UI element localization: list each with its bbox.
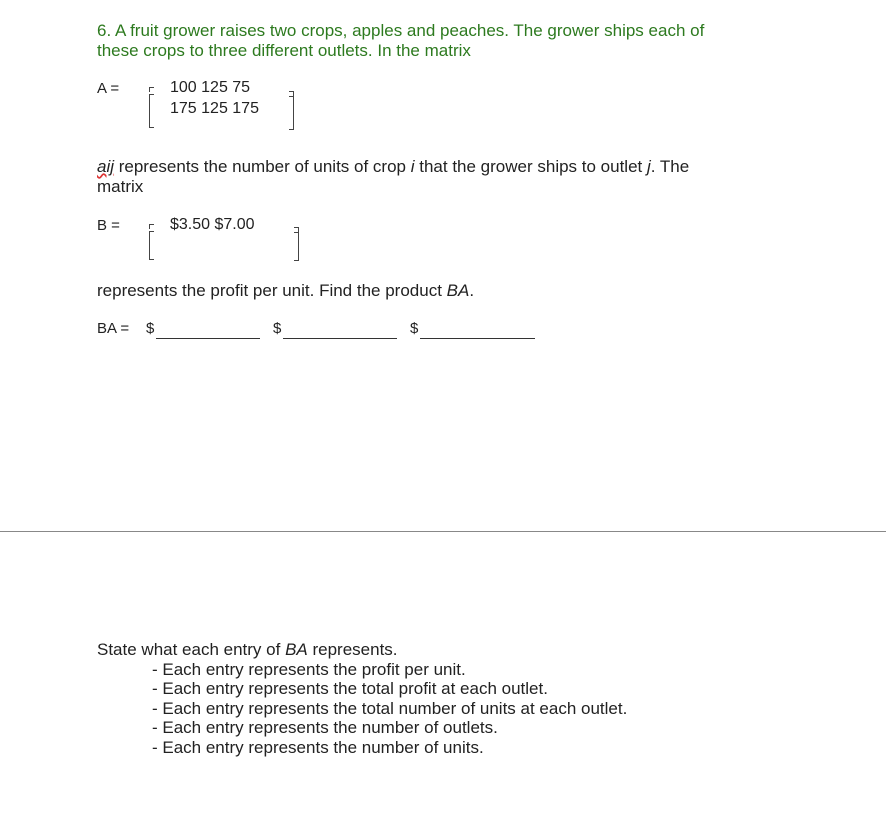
answer-label: BA = bbox=[97, 320, 130, 337]
option-profit-per-unit[interactable]: - Each entry represents the profit per unit. bbox=[152, 660, 466, 679]
aij-text-part2: that the grower ships to outlet bbox=[414, 157, 647, 176]
profit-text-ba: BA bbox=[446, 281, 470, 300]
aij-text-part3: . The bbox=[650, 157, 690, 176]
option-number-of-units[interactable]: - Each entry represents the number of units. bbox=[152, 738, 484, 757]
matrix-b-left-tick bbox=[149, 224, 154, 229]
state-text-part2: represents. bbox=[307, 640, 398, 659]
answer-input-1[interactable] bbox=[156, 337, 260, 339]
matrix-a-right-bracket bbox=[289, 96, 294, 130]
option-number-of-outlets[interactable]: - Each entry represents the number of outlets. bbox=[152, 718, 498, 737]
matrix-b-left-bracket bbox=[149, 231, 154, 260]
state-text-part1: State what each entry of bbox=[97, 640, 286, 659]
aij-symbol: aij bbox=[97, 157, 115, 176]
option-total-profit-each-outlet[interactable]: - Each entry represents the total profit at each outlet. bbox=[152, 679, 548, 698]
aij-text-part1: represents the number of units of crop bbox=[114, 157, 411, 176]
aij-description-line2: matrix bbox=[97, 177, 144, 196]
section-divider bbox=[0, 531, 886, 532]
matrix-b-label: B = bbox=[97, 217, 120, 234]
aij-text-i: i bbox=[410, 157, 415, 176]
aij-text-j: j bbox=[646, 157, 651, 176]
answer-input-2[interactable] bbox=[283, 337, 397, 339]
state-text-ba: BA bbox=[285, 640, 308, 659]
answer-input-3[interactable] bbox=[420, 337, 535, 339]
matrix-b-right-bracket bbox=[294, 232, 299, 261]
matrix-a-left-tick bbox=[149, 87, 154, 92]
profit-text-part2: . bbox=[469, 281, 475, 300]
question-text-line1: 6. A fruit grower raises two crops, apples and peaches. The grower ships each of bbox=[97, 21, 705, 40]
answer-dollar-1: $ bbox=[146, 320, 155, 337]
state-prompt bbox=[97, 640, 398, 660]
option-total-units-each-outlet[interactable]: - Each entry represents the total number of units at each outlet. bbox=[152, 699, 628, 718]
answer-dollar-3: $ bbox=[410, 320, 419, 337]
matrix-a-label: A = bbox=[97, 80, 120, 97]
matrix-a-row2: 175 125 175 bbox=[170, 100, 259, 117]
profit-text-part1: represents the profit per unit. Find the product bbox=[97, 281, 447, 300]
matrix-a-row1: 100 125 75 bbox=[170, 79, 251, 96]
profit-description bbox=[97, 281, 474, 301]
matrix-a-left-bracket bbox=[149, 94, 154, 128]
matrix-b-row1: $3.50 $7.00 bbox=[170, 216, 255, 233]
question-text-line2: these crops to three different outlets. In the matrix bbox=[97, 41, 471, 60]
answer-dollar-2: $ bbox=[273, 320, 282, 337]
aij-description-line1 bbox=[97, 157, 689, 177]
